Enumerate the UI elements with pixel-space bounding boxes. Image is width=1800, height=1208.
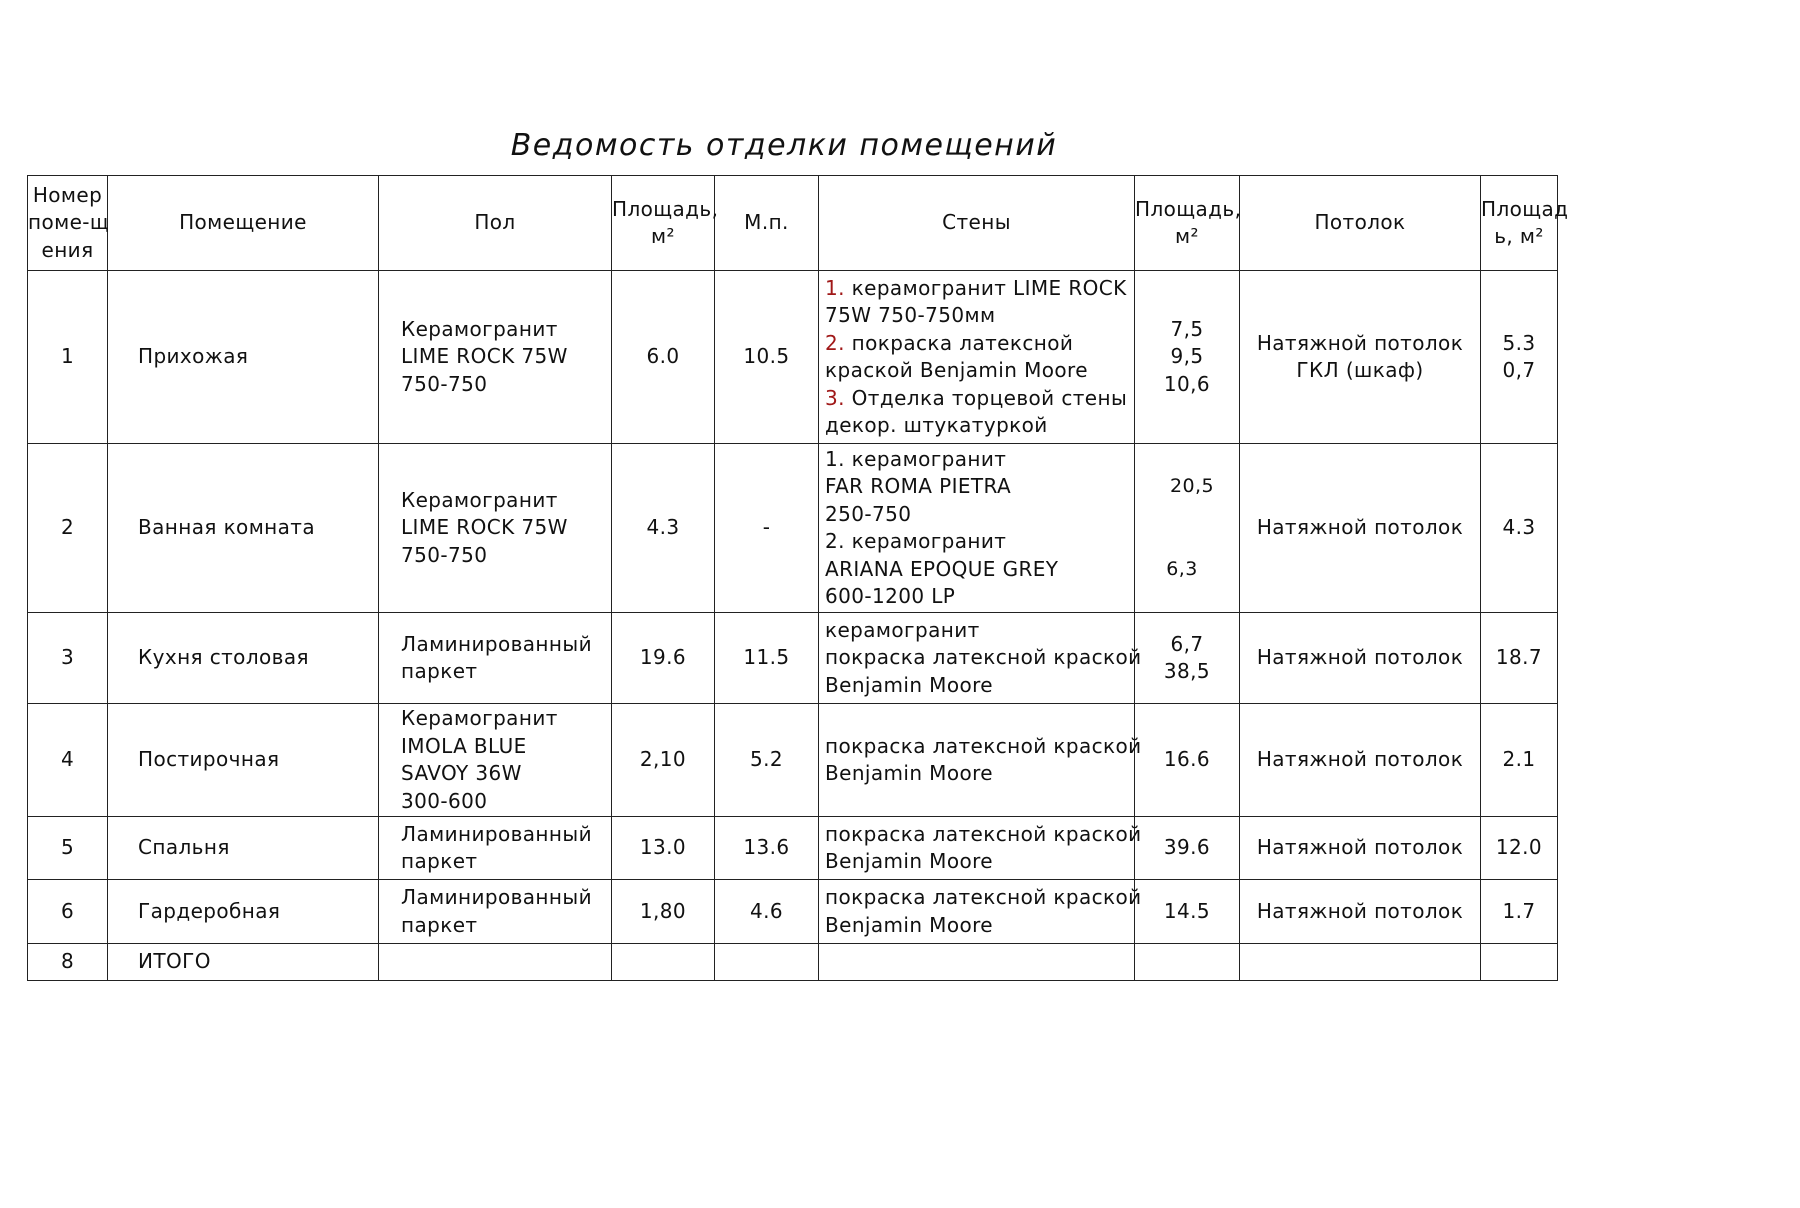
ceiling-finish	[1240, 271, 1481, 444]
ceiling-area	[1481, 704, 1558, 817]
wall-item-text: керамогранит	[825, 617, 980, 642]
floor-finish-line: SAVOY 36W	[401, 761, 522, 785]
walls-area-value: 14.5	[1163, 898, 1211, 923]
baseboard-length: 5.2	[715, 704, 819, 817]
ceiling-finish	[1240, 880, 1481, 944]
wall-finish	[819, 613, 1142, 704]
document-title: Ведомость отделки помещений	[510, 128, 1058, 163]
baseboard-length: 13.6	[715, 817, 819, 880]
floor-finish	[379, 944, 612, 981]
floor-finish	[379, 880, 612, 944]
table-row	[28, 944, 1558, 981]
ceiling-finish	[1240, 444, 1481, 613]
wall-item-text: покраска латексной краской	[825, 733, 1142, 758]
wall-finish	[819, 817, 1142, 880]
ceiling-area	[1481, 817, 1558, 880]
ceiling-area	[1481, 613, 1558, 704]
room-number: 1	[28, 271, 108, 444]
wall-item-text: покраска латексной	[851, 330, 1074, 355]
ceiling-area-value: 2.1	[1502, 747, 1536, 772]
room-number: 5	[28, 817, 108, 880]
wall-item-text: 1. керамогранит	[825, 446, 1007, 471]
walls-area-value: 38,5	[1163, 659, 1211, 683]
wall-finish	[819, 704, 1142, 817]
wall-finish-line	[825, 912, 1134, 940]
header-row	[28, 176, 1558, 271]
wall-finish	[819, 880, 1142, 944]
wall-finish-line	[825, 821, 1142, 849]
ceiling-finish-line: Натяжной потолок	[1256, 515, 1464, 540]
wall-item-text: 2. керамогранит	[825, 529, 1007, 553]
wall-item-number: 3.	[825, 385, 845, 410]
wall-item-text: декор. штукатуркой	[825, 413, 1048, 437]
wall-finish-line	[825, 760, 1134, 788]
walls-area-spacer	[1135, 501, 1239, 556]
wall-item-text: Benjamin Moore	[825, 912, 994, 937]
floor-finish-line: Керамогранит	[401, 487, 558, 512]
ceiling-finish	[1240, 613, 1481, 704]
wall-finish	[819, 944, 1135, 981]
ceiling-finish	[1240, 817, 1481, 880]
floor-finish	[379, 817, 612, 880]
floor-finish-line: паркет	[401, 912, 478, 937]
ceiling-finish	[1240, 704, 1481, 817]
floor-finish	[379, 704, 612, 817]
walls-area-value: 16.6	[1163, 747, 1211, 772]
walls-area-value: 6,7	[1170, 631, 1204, 656]
wall-item-number: 2.	[825, 330, 845, 355]
wall-item-text: Benjamin Moore	[825, 672, 994, 697]
floor-finish-line: Керамогранит	[401, 316, 558, 341]
wall-item-text: Отделка торцевой стены	[851, 385, 1128, 410]
table-row	[28, 704, 1558, 817]
header-floor: Пол	[379, 176, 612, 271]
floor-area: 6.0	[612, 271, 715, 444]
walls-area-value: 7,5	[1170, 316, 1204, 341]
wall-item-text: покраска латексной краской	[825, 821, 1142, 846]
wall-finish-line	[825, 357, 1134, 385]
wall-item-text: краской Benjamin Moore	[825, 358, 1088, 382]
room-name: Гардеробная	[108, 880, 379, 944]
ceiling-finish-line: Натяжной потолок	[1256, 898, 1464, 923]
header-ceiling: Потолок	[1240, 176, 1481, 271]
ceiling-area	[1481, 271, 1558, 444]
floor-finish	[379, 271, 612, 444]
floor-finish-line: LIME ROCK 75W	[401, 515, 568, 540]
wall-finish-line	[825, 528, 1134, 556]
wall-finish-line	[825, 556, 1134, 584]
wall-item-text: 75W 750-750мм	[825, 303, 996, 327]
floor-area: 19.6	[612, 613, 715, 704]
header-mp: М.п.	[715, 176, 819, 271]
wall-finish-line	[825, 330, 1134, 358]
walls-area-value: 39.6	[1163, 835, 1211, 860]
wall-finish	[819, 271, 1135, 444]
floor-finish-line: LIME ROCK 75W	[401, 344, 568, 369]
ceiling-area-value: 1.7	[1502, 898, 1536, 923]
walls-area	[1135, 880, 1240, 944]
wall-item-text: Benjamin Moore	[825, 761, 994, 785]
wall-item-text: ARIANA EPOQUE GREY	[825, 556, 1059, 581]
floor-area: 4.3	[612, 444, 715, 613]
wall-finish	[819, 444, 1135, 613]
table-body	[28, 271, 1558, 981]
table-row	[28, 880, 1558, 944]
wall-item-text: 600-1200 LP	[825, 584, 956, 608]
walls-area-value: 9,5	[1170, 344, 1204, 369]
ceiling-finish-line: ГКЛ (шкаф)	[1296, 358, 1424, 382]
finishing-schedule-table	[27, 175, 1569, 981]
room-number: 3	[28, 613, 108, 704]
wall-finish-line	[825, 473, 1134, 501]
floor-finish-line: Ламинированный	[401, 821, 592, 846]
baseboard-length: 11.5	[715, 613, 819, 704]
ceiling-area-value: 0,7	[1502, 358, 1536, 382]
walls-area-value: 20,5	[1170, 475, 1214, 497]
header-room: Помещение	[108, 176, 379, 271]
wall-finish-line	[825, 385, 1134, 413]
wall-finish-line	[825, 884, 1142, 912]
table-row	[28, 817, 1558, 880]
ceiling-finish-line: Натяжной потолок	[1256, 330, 1464, 355]
table-row	[28, 613, 1558, 704]
wall-finish-line	[825, 672, 1134, 700]
walls-area	[1135, 444, 1240, 613]
room-number: 4	[28, 704, 108, 817]
walls-area-value: 6,3	[1166, 557, 1198, 580]
header-ceiling-area: Площад ь, м²	[1481, 176, 1558, 271]
wall-finish-line	[825, 644, 1142, 672]
room-number: 2	[28, 444, 108, 613]
floor-area: 13.0	[612, 817, 715, 880]
baseboard-length: -	[715, 444, 819, 613]
room-name: Постирочная	[108, 704, 379, 817]
wall-item-text: FAR ROMA PIETRA	[825, 474, 1012, 498]
floor-finish-line: 300-600	[401, 788, 488, 813]
ceiling-area	[1481, 444, 1558, 613]
ceiling-area	[1481, 944, 1558, 981]
header-walls: Стены	[819, 176, 1135, 271]
walls-area	[1135, 613, 1240, 704]
ceiling-area	[1481, 880, 1558, 944]
floor-area: 1,80	[612, 880, 715, 944]
room-name: Спальня	[108, 817, 379, 880]
wall-item-number: 1.	[825, 275, 845, 300]
walls-area-value: 10,6	[1163, 371, 1211, 396]
wall-finish-line	[825, 501, 1134, 529]
ceiling-area-value: 5.3	[1502, 330, 1536, 355]
ceiling-area-value: 4.3	[1502, 515, 1536, 540]
room-name: Кухня столовая	[108, 613, 379, 704]
wall-item-text: 250-750	[825, 501, 912, 526]
ceiling-area-value: 18.7	[1495, 645, 1543, 670]
wall-finish-line	[825, 302, 1134, 330]
walls-area	[1135, 817, 1240, 880]
wall-finish-line	[825, 275, 1134, 303]
room-name: Ванная комната	[108, 444, 379, 613]
wall-finish-line	[825, 733, 1142, 761]
floor-finish-line: 750-750	[401, 371, 488, 396]
floor-finish-line: Ламинированный	[401, 631, 592, 656]
wall-finish-line	[825, 412, 1134, 440]
table-row	[28, 271, 1558, 444]
floor-area	[612, 944, 715, 981]
walls-area	[1135, 704, 1240, 817]
room-number: 8	[28, 944, 108, 981]
floor-finish	[379, 613, 612, 704]
floor-finish	[379, 444, 612, 613]
floor-finish-line: паркет	[401, 659, 478, 683]
baseboard-length: 10.5	[715, 271, 819, 444]
header-walls-area: Площадь, м²	[1135, 176, 1240, 271]
table-row	[28, 444, 1558, 613]
floor-area: 2,10	[612, 704, 715, 817]
wall-item-text: Benjamin Moore	[825, 849, 994, 873]
floor-finish-line: паркет	[401, 849, 478, 873]
ceiling-finish-line: Натяжной потолок	[1256, 645, 1464, 670]
ceiling-area-value: 12.0	[1495, 835, 1543, 860]
ceiling-finish-line: Натяжной потолок	[1256, 747, 1464, 772]
room-number: 6	[28, 880, 108, 944]
ceiling-finish-line: Натяжной потолок	[1256, 835, 1464, 860]
floor-finish-line: IMOLA BLUE	[401, 733, 527, 758]
wall-finish-line	[825, 848, 1134, 876]
wall-finish-line	[825, 617, 1134, 645]
header-number: Номер поме-щ ения	[28, 176, 108, 271]
wall-item-text: керамогранит LIME ROCK	[851, 275, 1127, 300]
room-name: ИТОГО	[108, 944, 379, 981]
walls-area	[1135, 944, 1240, 981]
walls-area	[1135, 271, 1240, 444]
header-floor-area: Площадь, м²	[612, 176, 715, 271]
ceiling-finish	[1240, 944, 1481, 981]
wall-item-text: покраска латексной краской	[825, 885, 1142, 909]
baseboard-length: 4.6	[715, 880, 819, 944]
wall-item-text: покраска латексной краской	[825, 645, 1142, 670]
floor-finish-line: Ламинированный	[401, 885, 592, 909]
room-name: Прихожая	[108, 271, 379, 444]
baseboard-length	[715, 944, 819, 981]
floor-finish-line: Керамогранит	[401, 706, 558, 730]
floor-finish-line: 750-750	[401, 542, 488, 567]
wall-finish-line	[825, 583, 1134, 611]
wall-finish-line	[825, 446, 1134, 474]
